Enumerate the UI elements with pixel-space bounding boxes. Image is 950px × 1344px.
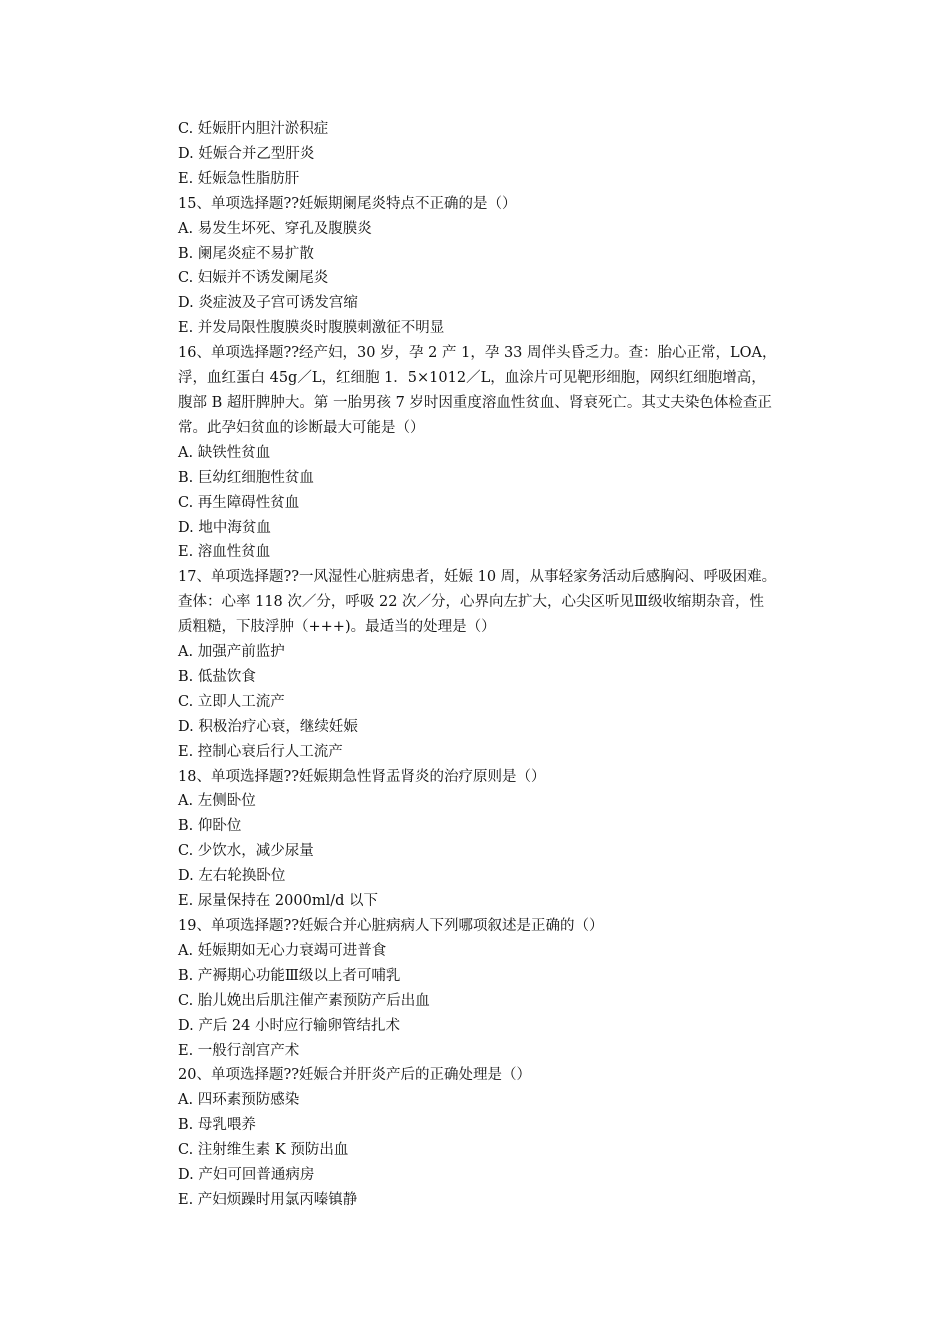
option-line: D. 炎症波及子宫可诱发宫缩 [178,295,358,312]
question-20 [178,1063,778,1212]
option-line: C. 妇娠并不诱发阑尾炎 [178,270,329,287]
question-stem: 19、单项选择题??妊娠合并心脏病病人下列哪项叙述是正确的（） [178,918,604,934]
question-stem: 17、单项选择题??一风湿性心脏病患者，妊娠 10 周，从事轻家务活动后感胸闷、呼吸困难。查体：心率 118 次／分，呼吸 22 次／分，心界向左扩大，心尖区听见Ⅲ级收缩期杂音，性质粗糙，下肢浮肿（+++)。最适当的处理是（） [178,569,777,636]
option-line: A. 加强产前监护 [178,644,285,661]
preceding-options [178,117,778,192]
option-line: D. 妊娠合并乙型肝炎 [178,145,315,162]
question-19 [178,914,778,1063]
option-line: A. 妊娠期如无心力衰竭可进普食 [178,942,387,959]
option-line: E. 控制心衰后行人工流产 [178,743,343,760]
option-line: A. 左侧卧位 [178,793,256,810]
option-line: B. 巨幼红细胞性贫血 [178,469,314,486]
option-line: C. 妊娠肝内胆汁淤积症 [178,121,329,137]
option-line: B. 产褥期心功能Ⅲ级以上者可哺乳 [178,967,401,984]
option-line: D. 地中海贫血 [178,519,271,536]
question-stem: 15、单项选择题??妊娠期阑尾炎特点不正确的是（） [178,195,517,212]
option-line: C. 胎儿娩出后肌注催产素预防产后出血 [178,992,430,1009]
document-page [178,117,778,1213]
option-line: A. 缺铁性贫血 [178,444,271,461]
option-line: D. 积极治疗心衰，继续妊娠 [178,718,358,735]
option-line: C. 少饮水，减少尿量 [178,843,314,860]
option-line: D. 产妇可回普通病房 [178,1167,315,1184]
question-18 [178,765,778,914]
option-line: A. 易发生坏死、穿孔及腹膜炎 [178,220,372,237]
option-line: E. 一般行剖宫产术 [178,1042,300,1059]
question-stem: 18、单项选择题??妊娠期急性肾盂肾炎的治疗原则是（） [178,768,546,785]
question-17 [178,565,778,764]
option-line: B. 阑尾炎症不易扩散 [178,245,314,262]
option-line: B. 仰卧位 [178,818,242,835]
question-15 [178,192,778,341]
option-line: B. 母乳喂养 [178,1117,256,1134]
option-line: C. 再生障碍性贫血 [178,494,300,511]
option-line: C. 注射维生素 K 预防出血 [178,1142,349,1159]
option-line: D. 产后 24 小时应行输卵管结扎术 [178,1017,400,1034]
option-line: B. 低盐饮食 [178,668,256,685]
option-line: E. 并发局限性腹膜炎时腹膜刺激征不明显 [178,320,445,337]
option-line: E. 溶血性贫血 [178,544,271,561]
option-line: A. 四环素预防感染 [178,1092,300,1109]
option-line: D. 左右轮换卧位 [178,868,286,885]
question-stem: 16、单项选择题??经产妇，30 岁，孕 2 产 1，孕 33 周伴头昏乏力。查：胎心正常，LOA，浮，血红蛋白 45g／L，红细胞 1．5×1012／L，血涂片可见靶形细胞，网织红细胞增高，腹部 B 超肝脾肿大。第 一胎男孩 7 岁时因重度溶血性贫血、肾衰死亡。其丈夫染色体检查正常。此孕妇贫血的诊断最大可能是（） [178,345,777,436]
option-line: E. 尿量保持在 2000ml/d 以下 [178,893,378,910]
question-stem: 20、单项选择题??妊娠合并肝炎产后的正确处理是（） [178,1067,531,1084]
option-line: C. 立即人工流产 [178,693,285,710]
option-line: E. 产妇烦躁时用氯丙嗪镇静 [178,1191,358,1208]
question-16 [178,341,778,565]
option-line: E. 妊娠急性脂肪肝 [178,170,300,187]
